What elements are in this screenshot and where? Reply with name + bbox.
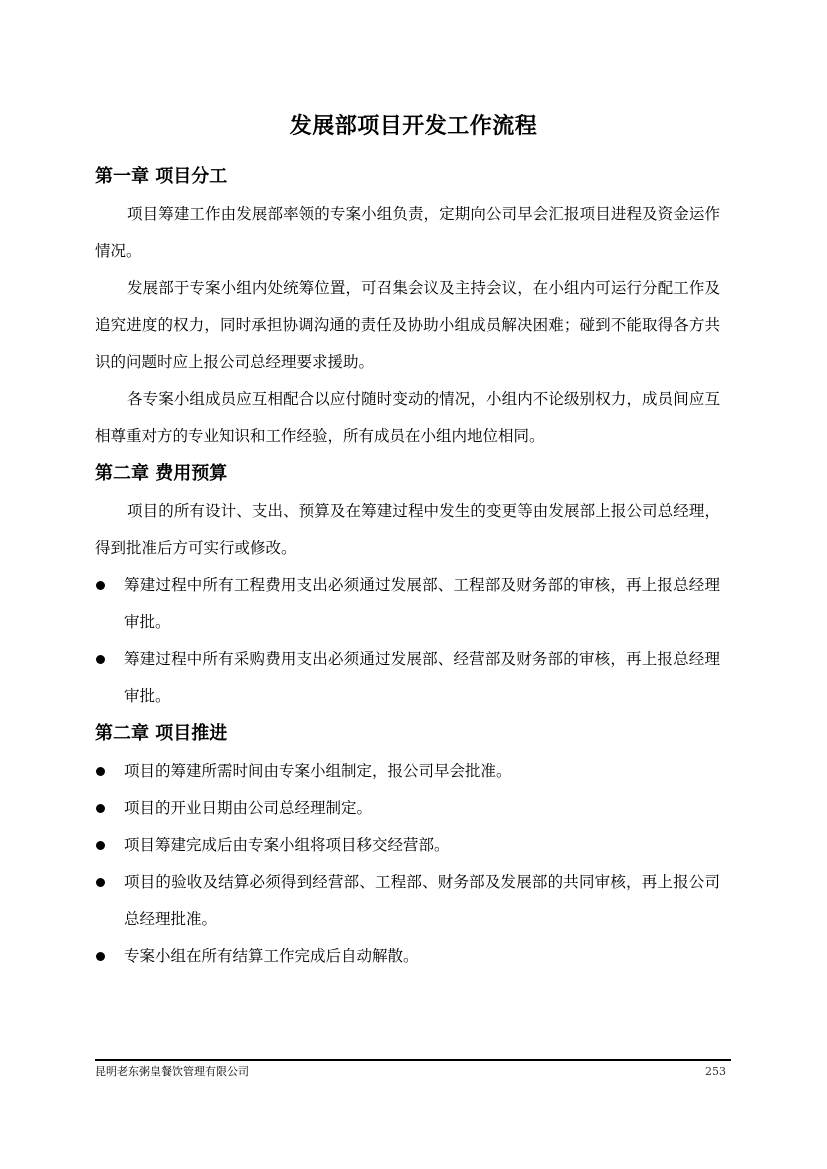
chapter-1-paragraph-3: 各专案小组成员应互相配合以应付随时变动的情况，小组内不论级别权力，成员间应互相尊重对方的专业知识和工作经验，所有成员在小组内地位相同。 <box>95 390 720 445</box>
bullet-dot-icon <box>96 952 105 961</box>
chapter-3-section <box>95 719 720 975</box>
list-item <box>95 864 720 938</box>
bullet-dot-icon <box>96 581 105 590</box>
list-item-text: 筹建过程中所有工程费用支出必须通过发展部、工程部及财务部的审核，再上报总经理审批。 <box>124 576 720 631</box>
list-item-text: 项目筹建完成后由专案小组将项目移交经营部。 <box>124 836 450 854</box>
list-item <box>95 790 720 827</box>
list-item-text: 项目的验收及结算必须得到经营部、工程部、财务部及发展部的共同审核，再上报公司总经理批准。 <box>124 873 720 928</box>
bullet-dot-icon <box>96 878 105 887</box>
list-item <box>95 753 720 790</box>
chapter-3-bullet-list <box>95 753 720 975</box>
list-item-text: 项目的开业日期由公司总经理制定。 <box>124 799 373 817</box>
list-item <box>95 938 720 975</box>
footer-divider <box>95 1059 731 1061</box>
list-item-text: 项目的筹建所需时间由专案小组制定，报公司早会批准。 <box>124 762 512 780</box>
list-item-text: 筹建过程中所有采购费用支出必须通过发展部、经营部及财务部的审核，再上报总经理审批。 <box>124 650 720 705</box>
bullet-dot-icon <box>96 767 105 776</box>
chapter-2-heading: 第二章 费用预算 <box>95 463 228 484</box>
chapter-2-bullet-list <box>95 567 720 715</box>
bullet-dot-icon <box>96 655 105 664</box>
bullet-dot-icon <box>96 841 105 850</box>
list-item <box>95 827 720 864</box>
footer-company-name: 昆明老东粥皇餐饮管理有限公司 <box>95 1065 249 1078</box>
chapter-1-section <box>95 162 720 455</box>
bullet-dot-icon <box>96 804 105 813</box>
list-item-text: 专案小组在所有结算工作完成后自动解散。 <box>124 947 419 965</box>
chapter-3-heading: 第二章 项目推进 <box>95 723 228 744</box>
chapter-2-paragraph: 项目的所有设计、支出、预算及在筹建过程中发生的变更等由发展部上报公司总经理，得到批准后方可实行或修改。 <box>95 502 720 557</box>
chapter-1-paragraph-2: 发展部于专案小组内处统筹位置，可召集会议及主持会议，在小组内可运行分配工作及追究进度的权力，同时承担协调沟通的责任及协助小组成员解决困难；碰到不能取得各方共识的问题时应上报公司总经理要求援助。 <box>95 279 720 371</box>
chapter-1-heading: 第一章 项目分工 <box>95 166 228 187</box>
chapter-2-section <box>95 459 720 715</box>
list-item <box>95 641 720 715</box>
footer-page-number: 253 <box>705 1065 726 1078</box>
list-item <box>95 567 720 641</box>
chapter-1-paragraph-1: 项目筹建工作由发展部率领的专案小组负责，定期向公司早会汇报项目进程及资金运作情况。 <box>95 205 720 260</box>
document-body <box>95 162 720 975</box>
document-title: 发展部项目开发工作流程 <box>289 114 538 139</box>
